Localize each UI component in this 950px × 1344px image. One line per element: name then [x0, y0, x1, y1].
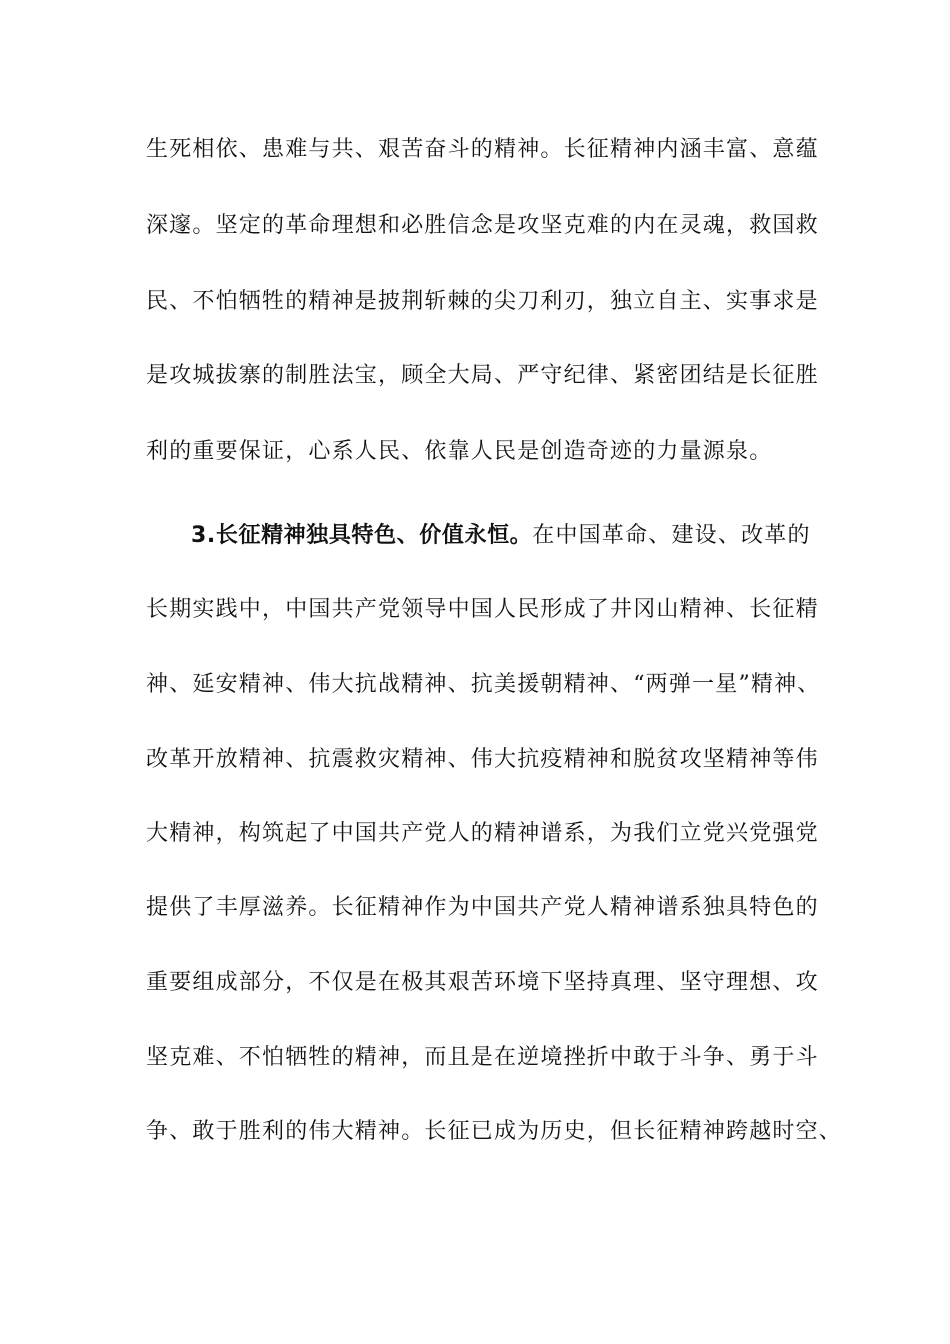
paragraph-line: 是攻城拔寨的制胜法宝，顾全大局、严守纪律、紧密团结是长征胜	[146, 363, 819, 388]
paragraph-line: 民、不怕牺牲的精神是披荆斩棘的尖刀利刃，独立自主、实事求是	[146, 289, 819, 314]
paragraph-line: 争、敢于胜利的伟大精神。长征已成为历史，但长征精神跨越时空、	[146, 1119, 843, 1144]
paragraph-line: 改革开放精神、抗震救灾精神、伟大抗疫精神和脱贫攻坚精神等伟	[146, 747, 819, 772]
paragraph-line: 重要组成部分，不仅是在极其艰苦环境下坚持真理、坚守理想、攻	[146, 970, 819, 995]
paragraph-line: 坚克难、不怕牺牲的精神，而且是在逆境挫折中敢于斗争、勇于斗	[146, 1045, 819, 1070]
paragraph-line: 神、延安精神、伟大抗战精神、抗美援朝精神、“两弹一星”精神、	[146, 672, 821, 697]
paragraph-line: 深邃。坚定的革命理想和必胜信念是攻坚克难的内在灵魂，救国救	[146, 213, 819, 238]
paragraph-line: 利的重要保证，心系人民、依靠人民是创造奇迹的力量源泉。	[146, 439, 773, 464]
section-heading: 3.长征精神独具特色、价值永恒。	[191, 523, 533, 548]
paragraph-first-line	[191, 516, 811, 556]
paragraph-line: 长期实践中，中国共产党领导中国人民形成了井冈山精神、长征精	[146, 597, 819, 622]
paragraph-text: 在中国革命、建设、改革的	[532, 523, 811, 548]
paragraph-line: 生死相依、患难与共、艰苦奋斗的精神。长征精神内涵丰富、意蕴	[146, 137, 819, 162]
paragraph-line: 提供了丰厚滋养。长征精神作为中国共产党人精神谱系独具特色的	[146, 895, 819, 920]
paragraph-line: 大精神，构筑起了中国共产党人的精神谱系，为我们立党兴党强党	[146, 821, 819, 846]
